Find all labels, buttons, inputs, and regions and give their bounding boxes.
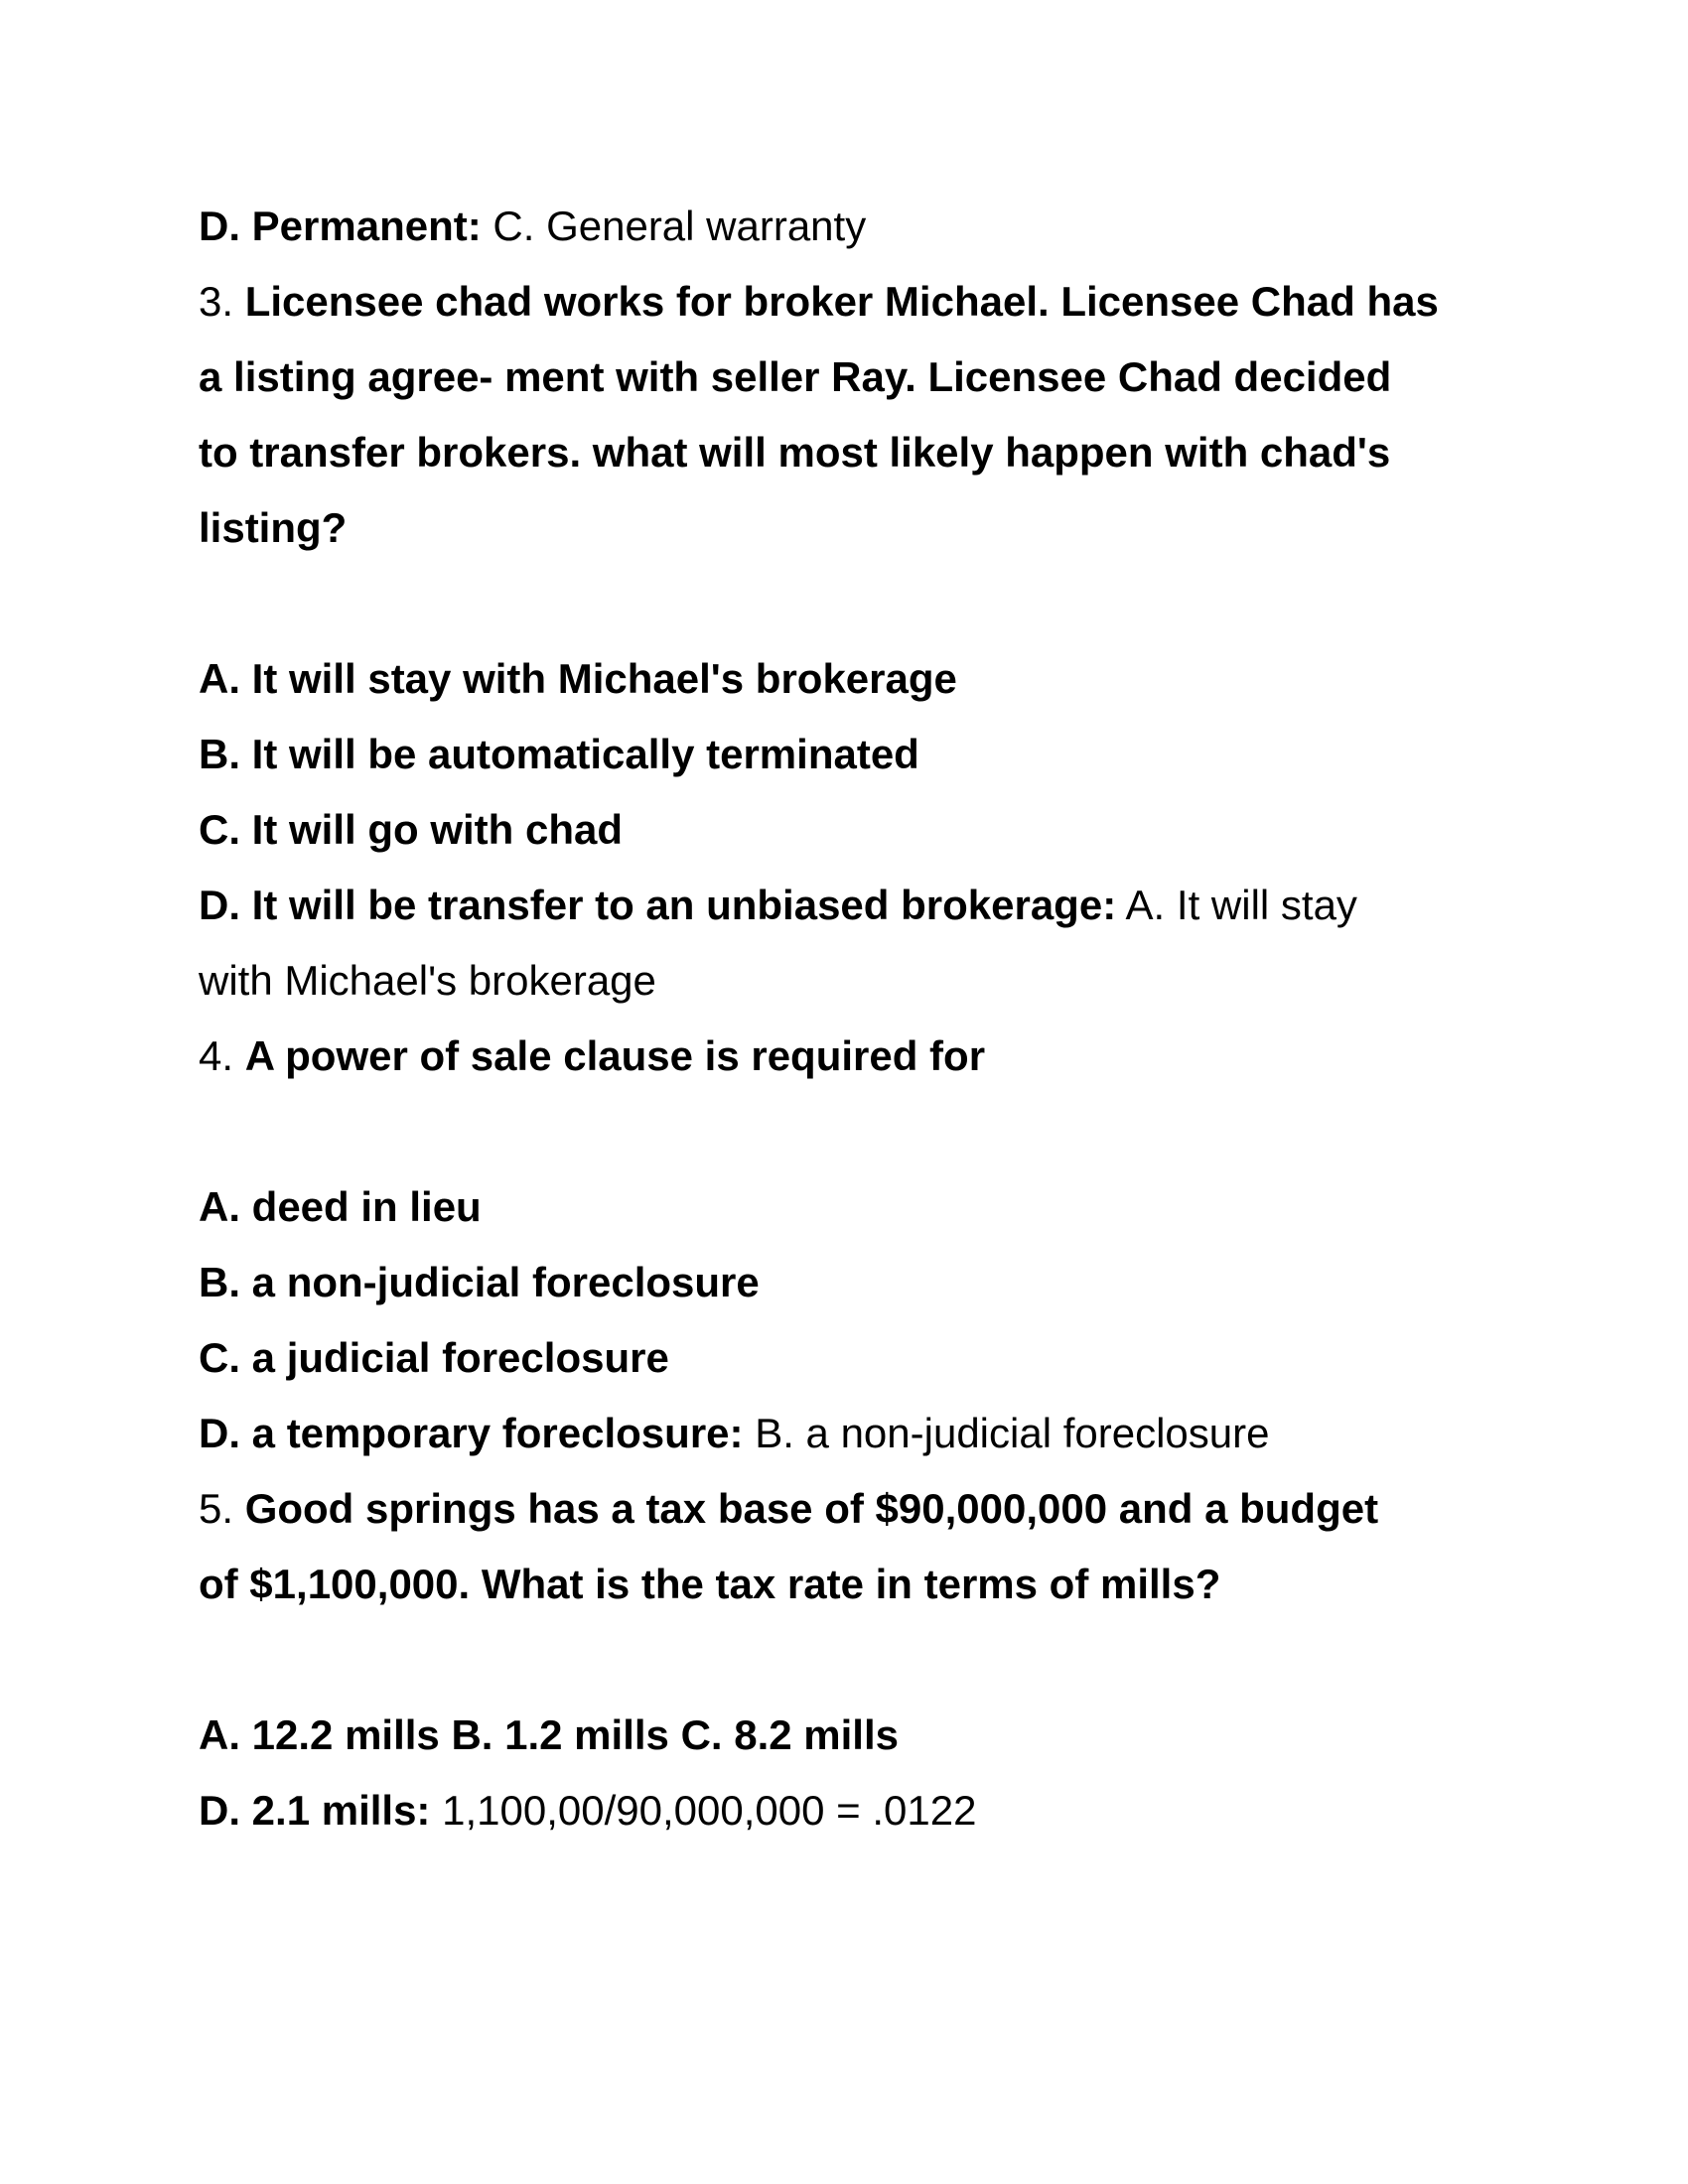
spacer: [199, 1094, 1509, 1169]
spacer: [199, 566, 1509, 641]
question-4-text: A power of sale clause is required for: [244, 1032, 986, 1079]
question-5-text-line-1: Good springs has a tax base of $90,000,000 and a budget: [244, 1485, 1379, 1532]
question-3-text-line-3: to transfer brokers. what will most likely happen with chad's: [199, 429, 1391, 476]
question-3-answer-part-1: A. It will stay: [1125, 882, 1357, 928]
question-3-option-b: B. It will be automatically terminated: [199, 731, 919, 777]
question-4-option-c: C. a judicial foreclosure: [199, 1334, 669, 1381]
question-3-line-1: [199, 264, 1509, 340]
question-3-answer-part-2: with Michael's brokerage: [199, 957, 656, 1004]
question-4-line: [199, 1019, 1509, 1094]
previous-option-d: D. Permanent:: [199, 203, 482, 249]
question-4-option-b: B. a non-judicial foreclosure: [199, 1259, 760, 1305]
question-3-number: 3.: [199, 278, 234, 325]
spacer: [199, 1622, 1509, 1698]
question-5-line-1: [199, 1471, 1509, 1547]
question-3-text-line-4: listing?: [199, 504, 348, 551]
question-4-option-a: A. deed in lieu: [199, 1183, 482, 1230]
question-5-option-d-line: [199, 1773, 1509, 1848]
question-5-answer: 1,100,00/90,000,000 = .0122: [442, 1787, 977, 1834]
question-4-option-d-line: [199, 1396, 1509, 1471]
question-4-option-d: D. a temporary foreclosure:: [199, 1410, 744, 1456]
question-3-option-d: D. It will be transfer to an unbiased brokerage:: [199, 882, 1117, 928]
question-4-number: 4.: [199, 1032, 234, 1079]
question-3-option-a: A. It will stay with Michael's brokerage: [199, 655, 957, 702]
question-3-text-line-2: a listing agree- ment with seller Ray. Licensee Chad decided: [199, 353, 1392, 400]
quiz-content: [199, 189, 1509, 1848]
question-5-text-line-2: of $1,100,000. What is the tax rate in terms of mills?: [199, 1561, 1221, 1607]
question-5-option-d: D. 2.1 mills:: [199, 1787, 431, 1834]
question-4-answer: B. a non-judicial foreclosure: [755, 1410, 1270, 1456]
question-3-option-c: C. It will go with chad: [199, 806, 623, 853]
previous-answer-line: [199, 189, 1509, 264]
question-5-options-abc: A. 12.2 mills B. 1.2 mills C. 8.2 mills: [199, 1711, 899, 1758]
question-3-option-d-line: [199, 868, 1509, 943]
previous-answer: C. General warranty: [492, 203, 867, 249]
question-3-text-line-1: Licensee chad works for broker Michael. Licensee Chad has: [244, 278, 1439, 325]
question-5-number: 5.: [199, 1485, 234, 1532]
